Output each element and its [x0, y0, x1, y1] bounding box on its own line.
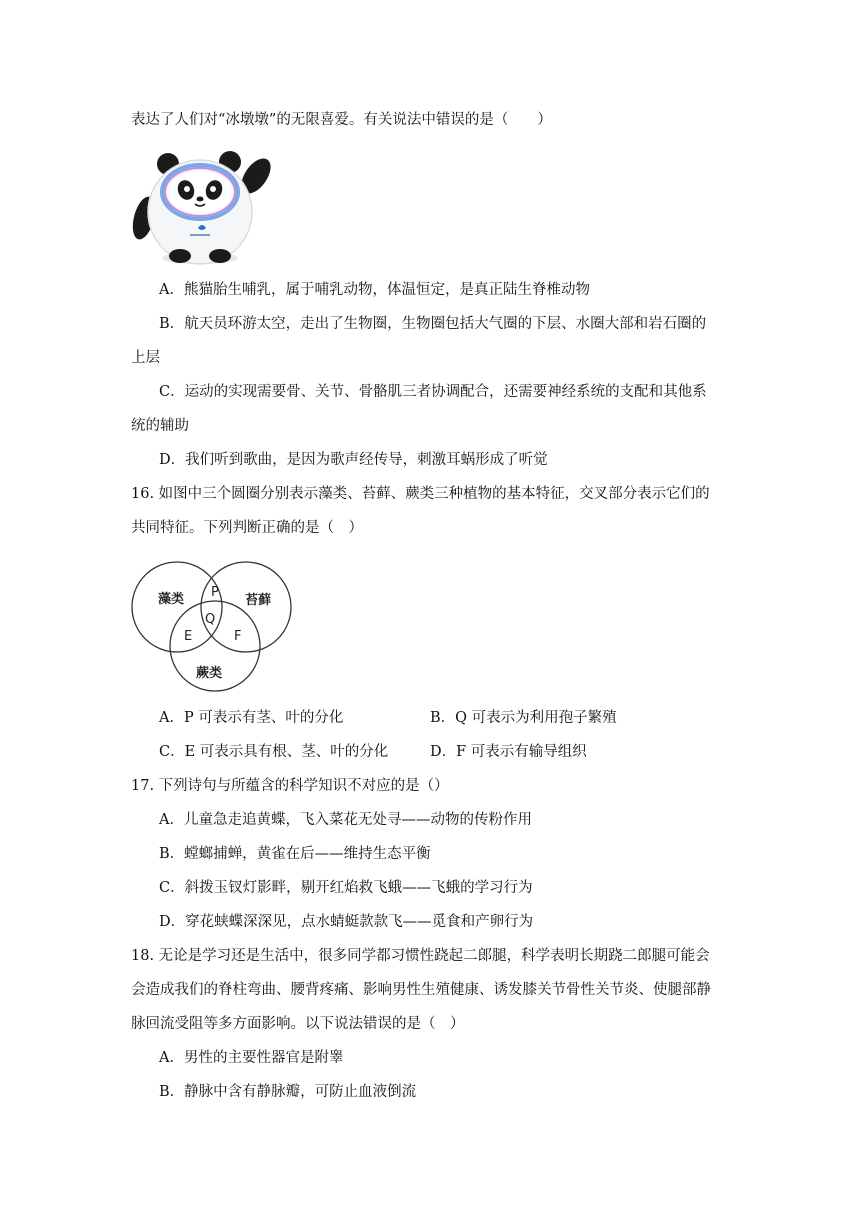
- venn-label-algae: 藻类: [158, 592, 185, 607]
- q16-option-b: B．Q 可表示为利用孢子繁殖: [430, 710, 617, 726]
- bing-dwen-dwen-image: [128, 146, 278, 266]
- q15-option-c: C．运动的实现需要骨、关节、骨骼肌三者协调配合，还需要神经系统的支配和其他系: [159, 384, 707, 400]
- q18-stem-line2: 会造成我们的脊柱弯曲、腰背疼痛、影响男性生殖健康、诱发膝关节骨性关节炎、使腿部静: [131, 982, 711, 998]
- q18-option-a: A．男性的主要性器官是附睾: [159, 1050, 344, 1066]
- q16-stem-line1: 16. 如图中三个圆圈分别表示藻类、苔藓、蕨类三种植物的基本特征，交叉部分表示它们的: [131, 486, 710, 502]
- q17-option-c: C．斜拨玉钗灯影畔，剔开红焰救飞蛾——飞蛾的学习行为: [159, 880, 533, 896]
- q16-option-c: C．E 可表示具有根、茎、叶的分化: [159, 744, 389, 760]
- q15-option-d: D．我们听到歌曲，是因为歌声经传导，刺激耳蜗形成了听觉: [159, 452, 548, 468]
- venn-region-f: F: [234, 629, 242, 644]
- q17-option-d: D．穿花蛱蝶深深见，点水蜻蜓款款飞——觅食和产卵行为: [159, 914, 534, 930]
- q15-option-b: B．航天员环游太空，走出了生物圈，生物圈包括大气圈的下层、水圈大部和岩石圈的: [159, 316, 707, 332]
- q15-stem-tail: 表达了人们对“冰墩墩”的无限喜爱。有关说法中错误的是（ ）: [131, 112, 552, 128]
- q16-stem-line2: 共同特征。下列判断正确的是（ ）: [131, 520, 363, 536]
- q18-stem-line3: 脉回流受阻等多方面影响。以下说法错误的是（ ）: [131, 1016, 465, 1032]
- q17-option-b: B．螳螂捕蝉，黄雀在后——维持生态平衡: [159, 846, 431, 862]
- venn-label-fern: 蕨类: [196, 666, 223, 681]
- q16-option-d: D．F 可表示有输导组织: [430, 744, 587, 760]
- q15-option-a: A．熊猫胎生哺乳，属于哺乳动物，体温恒定，是真正陆生脊椎动物: [159, 282, 590, 298]
- q15-option-c-cont: 统的辅助: [131, 418, 189, 434]
- venn-region-p: P: [211, 585, 219, 600]
- q17-option-a: A．儿童急走追黄蝶，飞入菜花无处寻——动物的传粉作用: [159, 812, 532, 828]
- venn-region-e: E: [184, 629, 193, 644]
- venn-circle-algae: [132, 562, 222, 652]
- q17-stem: 17. 下列诗句与所蕴含的科学知识不对应的是（）: [131, 778, 449, 794]
- venn-region-q: Q: [205, 612, 216, 627]
- q18-stem-line1: 18. 无论是学习还是生活中，很多同学都习惯性跷起二郎腿，科学表明长期跷二郎腿可能会: [131, 948, 710, 964]
- q15-option-b-cont: 上层: [131, 350, 160, 366]
- q18-option-b: B．静脉中含有静脉瓣，可防止血液倒流: [159, 1084, 417, 1100]
- venn-diagram: [128, 556, 298, 696]
- venn-label-moss: 苔藓: [245, 593, 272, 608]
- q16-option-a: A．P 可表示有茎、叶的分化: [159, 710, 344, 726]
